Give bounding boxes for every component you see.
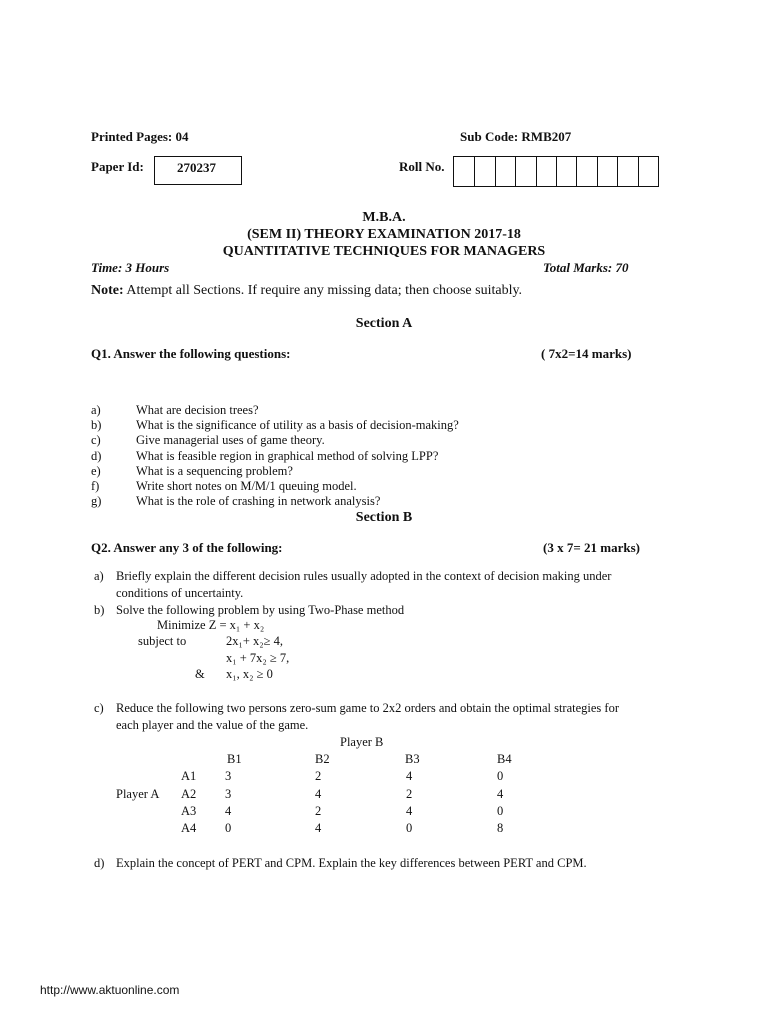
list-item — [91, 494, 381, 509]
roll-no-label: Roll No. — [399, 159, 445, 174]
lpp-constraint-1: 2x₁+ x₂≥ 4, — [226, 634, 284, 648]
item-label: c) — [91, 433, 101, 448]
roll-cell[interactable] — [536, 157, 556, 186]
item-label: d) — [91, 448, 102, 463]
lpp-nonneg: x₁, x₂ ≥ 0 — [226, 667, 273, 681]
q2a-label: a) — [94, 569, 104, 583]
table-cell: 4 — [406, 769, 413, 783]
note-label: Note: — [91, 283, 124, 298]
col-header: B4 — [497, 752, 512, 766]
note-text: Attempt all Sections. If require any missing data; then choose suitably. — [126, 283, 523, 298]
roll-cell[interactable] — [474, 157, 494, 186]
q2b-line1: Solve the following problem by using Two-Phase method — [116, 603, 405, 617]
list-item — [91, 478, 357, 494]
item-label: b) — [91, 418, 102, 433]
paper-id-label: Paper Id: — [91, 159, 144, 174]
printed-pages: Printed Pages: 04 — [91, 129, 189, 144]
roll-no-boxes[interactable] — [453, 156, 659, 187]
q1-title: Q1. Answer the following questions: — [91, 346, 291, 361]
table-cell: 2 — [315, 769, 322, 783]
total-marks-label: Total Marks: 70 — [543, 260, 629, 275]
item-text: What is feasible region in graphical method of solving LPP? — [136, 448, 439, 463]
section-a-heading: Section A — [355, 316, 413, 331]
roll-cell[interactable] — [454, 157, 474, 186]
section-b-heading: Section B — [355, 510, 413, 525]
time-label: Time: 3 Hours — [91, 260, 170, 275]
q1-item-list — [91, 403, 459, 509]
item-text: What is the role of crashing in network analysis? — [136, 494, 381, 509]
q2b-label: b) — [94, 603, 105, 617]
lpp-ampersand: & — [195, 667, 205, 681]
q2c-line2: each player and the value of the game. — [116, 718, 309, 732]
table-cell: 4 — [315, 821, 322, 835]
lpp-subject-to: subject to — [138, 634, 187, 648]
footer-url-link[interactable]: http://www.aktuonline.com — [40, 983, 180, 997]
list-item — [91, 463, 293, 479]
exam-title: (SEM II) THEORY EXAMINATION 2017-18 — [247, 227, 521, 242]
list-item — [91, 448, 439, 464]
lpp-constraint-2: x₁ + 7x₂ ≥ 7, — [226, 651, 290, 665]
q1-marks: ( 7x2=14 marks) — [541, 346, 632, 361]
table-cell: 0 — [406, 821, 413, 835]
list-item — [91, 433, 325, 448]
col-header: B2 — [315, 752, 330, 766]
paper-id-value: 270237 — [177, 160, 216, 175]
item-label: g) — [91, 494, 102, 509]
q2a-line2: conditions of uncertainty. — [116, 586, 244, 600]
row-header: A2 — [181, 787, 197, 801]
table-cell: 0 — [225, 821, 232, 835]
subject-title: QUANTITATIVE TECHNIQUES FOR MANAGERS — [222, 244, 546, 259]
table-cell: 4 — [225, 804, 232, 818]
table-cell: 3 — [225, 769, 232, 783]
row-header: A3 — [181, 804, 197, 818]
table-cell: 2 — [406, 787, 413, 801]
q2c-label: c) — [94, 701, 104, 715]
item-text: What are decision trees? — [136, 403, 259, 417]
sub-code: Sub Code: RMB207 — [460, 129, 572, 144]
row-header: A1 — [181, 769, 197, 783]
table-cell: 4 — [315, 787, 322, 801]
table-cell: 2 — [315, 804, 322, 818]
table-cell: 0 — [497, 804, 504, 818]
q2-marks: (3 x 7= 21 marks) — [543, 540, 640, 555]
q2d-line1: Explain the concept of PERT and CPM. Explain the key differences between PERT and CPM. — [116, 856, 587, 870]
list-item — [91, 418, 459, 433]
roll-cell[interactable] — [597, 157, 617, 186]
table-cell: 4 — [406, 804, 413, 818]
q2a-line1: Briefly explain the different decision rules usually adopted in the context of decision making under — [116, 569, 612, 583]
roll-cell[interactable] — [495, 157, 515, 186]
item-label: f) — [91, 478, 100, 493]
degree-title: M.B.A. — [362, 210, 406, 225]
roll-cell[interactable] — [576, 157, 596, 186]
player-a-label: Player A — [116, 787, 160, 801]
table-cell: 3 — [225, 787, 232, 801]
item-label: e) — [91, 463, 101, 478]
lpp-objective: Minimize Z = x₁ + x₂ — [157, 618, 265, 632]
row-header: A4 — [181, 821, 197, 835]
item-text: What is the significance of utility as a basis of decision-making? — [136, 418, 459, 433]
roll-cell[interactable] — [638, 157, 658, 186]
item-text: Write short notes on M/M/1 queuing model. — [136, 478, 357, 493]
table-cell: 0 — [497, 769, 504, 783]
item-text: Give managerial uses of game theory. — [136, 433, 325, 448]
player-b-label: Player B — [340, 735, 384, 749]
list-item — [91, 403, 259, 418]
table-cell: 4 — [497, 787, 504, 801]
roll-cell[interactable] — [556, 157, 576, 186]
col-header: B3 — [405, 752, 420, 766]
q2-title: Q2. Answer any 3 of the following: — [91, 540, 283, 555]
roll-cell[interactable] — [617, 157, 637, 186]
item-text: What is a sequencing problem? — [136, 463, 293, 478]
table-cell: 8 — [497, 821, 504, 835]
q2c-line1: Reduce the following two persons zero-sum game to 2x2 orders and obtain the optimal strategies for — [116, 701, 619, 715]
note-line — [91, 283, 522, 299]
col-header: B1 — [227, 752, 242, 766]
roll-cell[interactable] — [515, 157, 535, 186]
paper-id-box — [154, 156, 242, 185]
item-label: a) — [91, 403, 101, 417]
q2d-label: d) — [94, 856, 105, 870]
